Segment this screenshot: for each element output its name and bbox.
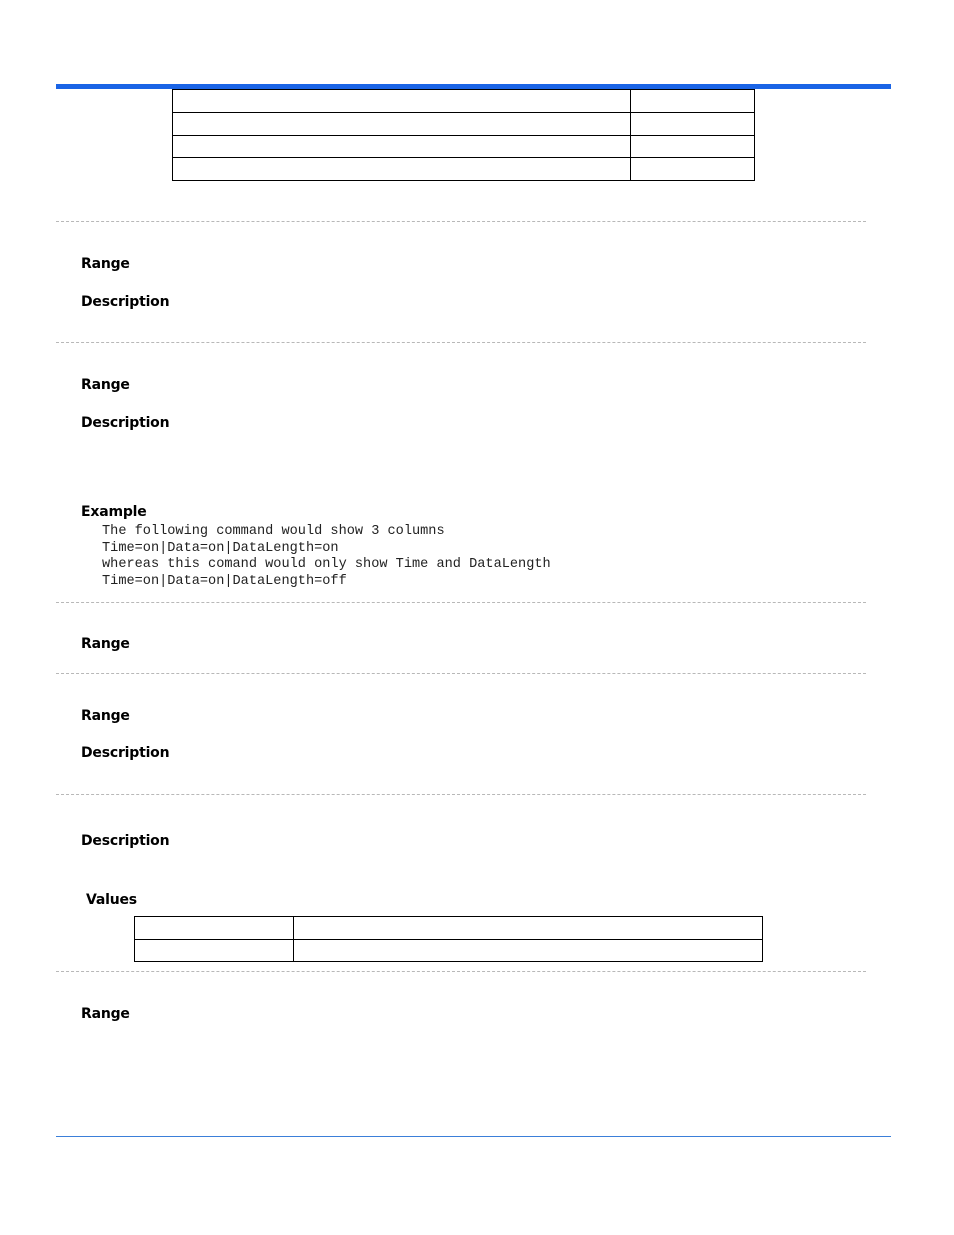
table-cell	[173, 90, 631, 113]
description-label: Description	[81, 745, 170, 761]
table-cell	[173, 158, 631, 181]
section-divider	[56, 673, 866, 674]
range-label: Range	[81, 1006, 130, 1022]
table-cell	[294, 917, 763, 940]
table-cell	[173, 136, 631, 158]
values-table	[134, 916, 763, 962]
section-divider	[56, 342, 866, 343]
description-label: Description	[81, 415, 170, 431]
code-line: whereas this comand would only show Time and DataLength	[102, 557, 551, 572]
code-line: Time=on|Data=on|DataLength=off	[102, 573, 347, 589]
table-cell	[631, 90, 755, 113]
section-divider	[56, 794, 866, 795]
table-cell	[294, 940, 763, 962]
table-cell	[631, 158, 755, 181]
values-label: Values	[86, 892, 137, 908]
table-cell	[173, 113, 631, 136]
section-divider	[56, 971, 866, 972]
footer-rule	[56, 1136, 891, 1137]
table-cell	[631, 113, 755, 136]
range-label: Range	[81, 636, 130, 652]
table-row	[135, 940, 763, 962]
section-divider	[56, 602, 866, 603]
code-line: Time=on|Data=on|DataLength=on	[102, 540, 339, 556]
section-divider	[56, 221, 866, 222]
table-cell	[135, 917, 294, 940]
description-label: Description	[81, 294, 170, 310]
top-table	[172, 89, 755, 181]
table-row	[135, 917, 763, 940]
range-label: Range	[81, 377, 130, 393]
table-row	[173, 90, 755, 113]
code-line: The following command would show 3 columns	[102, 524, 445, 539]
range-label: Range	[81, 708, 130, 724]
table-row	[173, 136, 755, 158]
example-code	[102, 524, 551, 590]
table-row	[173, 113, 755, 136]
example-label: Example	[81, 504, 147, 520]
table-cell	[631, 136, 755, 158]
table-row	[173, 158, 755, 181]
table-cell	[135, 940, 294, 962]
range-label: Range	[81, 256, 130, 272]
description-label: Description	[81, 833, 170, 849]
